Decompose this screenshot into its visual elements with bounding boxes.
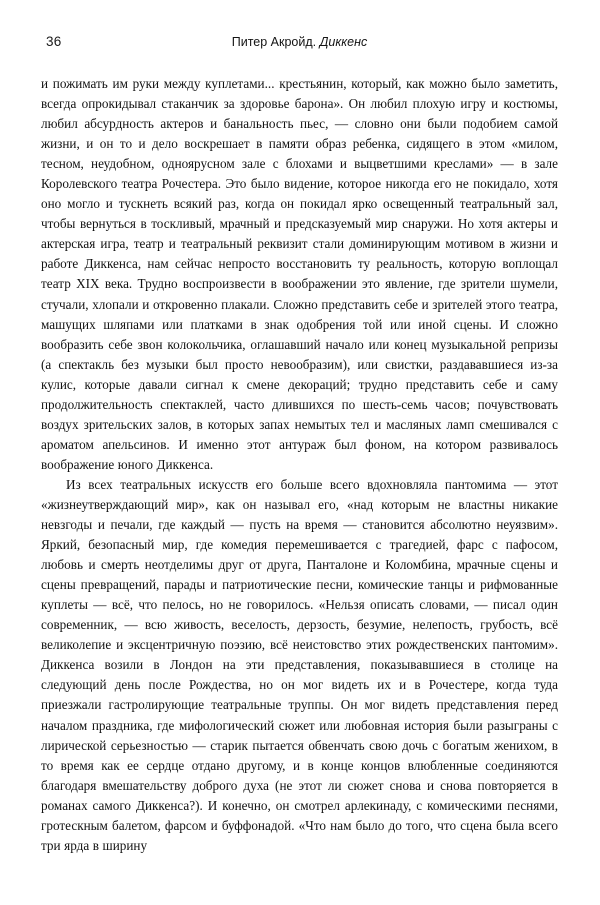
running-head-author: Питер Акройд. xyxy=(231,35,317,49)
body-text xyxy=(41,74,558,856)
paragraph: Из всех театральных искусств его больше всего вдохновляла пантомима — этот «жизнеутверждающий мир», как он называл его, «над которым не властны никакие невзгоды и печали, где каждый — пусть на время — становится абсолютно неуязвим». Яркий, безопасный мир, где комедия перемешивается с трагедией, фарс с пафосом, любовь и смерть неотделимы друг от друга, Панталоне и Коломбина, мрачные сцены и сцены превращений, парады и патриотические песни, комические танцы и рифмованные куплеты — всё, что пелось, но не говорилось. «Нельзя описать словами, — писал один современник, — всю живость, веселость, дерзость, безумие, нелепость, грубость, всё великолепие и эксцентричную поэзию, всё неистовство этих рождественских пантомим». Диккенса возили в Лондон на эти представления, показывавшиеся в столице на следующий день после Рождества, но он мог видеть их и в Рочестере, когда туда приезжали гастролирующие театральные труппы. Он мог видеть представления перед началом праздника, где мифологический сюжет или любовная история были разыграны с лирической серьезностью — старик пытается обвенчать свою дочь с богатым женихом, в то время как ее сердце отдано другому, и в конце концов влюбленные соединяются благодаря вмешательству доброго духа (не этот ли сюжет снова и снова повторяется в романах самого Диккенса?). И конечно, он смотрел арлекинаду, с комическими песнями, гротескным балетом, фарсом и буффонадой. «Что нам было до того, что сцена была всего три ярда в ширину xyxy=(41,476,558,853)
page-number: 36 xyxy=(46,34,62,49)
running-head-title: Диккенс xyxy=(319,35,368,49)
page-header xyxy=(41,33,558,53)
paragraph: и пожимать им руки между куплетами... крестьянин, который, как можно было заметить, всегда опрокидывал стаканчик за здоровье барона». Он любил плохую игру и костюмы, любил абсурдность актеров и банальность пьес, — словно они были подобием самой жизни, и он то и дело воскрешает в памяти образ ребенка, сидящего в этом «милом, тесном, неудобном, одноярусном зале с блохами и выцветшими креслами» — в зале Королевского театра Рочестера. Это было видение, которое никогда его не покидало, хотя оно могло и тускнеть всякий раз, когда он покидал ярко освещенный театральный зал, чтобы вернуться в тоскливый, мрачный и предсказуемый мир снаружи. Но хотя актеры и актерская игра, театр и театральный реквизит стали доминирующим мотивом в жизни и работе Диккенса, нам сейчас непросто восстановить ту реальность, которую воплощал театр XIX века. Трудно воспроизвести в воображении это явление, где зрители шумели, стучали, хлопали и откровенно плакали. Сложно представить себе и зрителей этого театра, машущих шляпами или платками в знак одобрения той или иной сцены. И сложно вообразить себе звон колокольчика, оглашавший начало или конец музыкальной репризы (а спектакль без музыки был просто невообразим), или свистки, раздававшиеся из-за кулис, которые давали сигнал к смене декораций; трудно представить себе и саму продолжительность спектаклей, часто длившихся по шесть-семь часов; почувствовать воздух зрительских залов, в которых запах немытых тел и масляных ламп смешивался с ароматом апельсинов. И именно этот антураж был фоном, на котором развивалось воображение юного Диккенса. xyxy=(41,76,558,472)
running-head xyxy=(41,33,558,51)
